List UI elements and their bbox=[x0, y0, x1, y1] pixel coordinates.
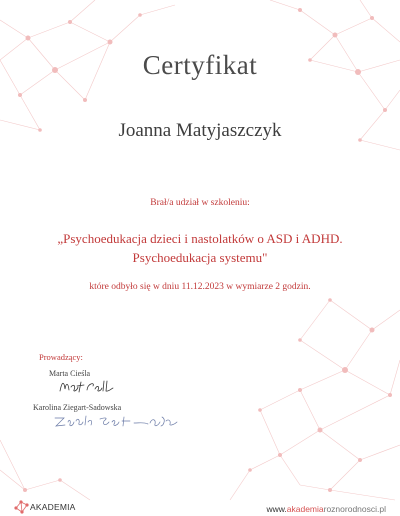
course-title bbox=[30, 229, 370, 267]
website-suffix: roznorodnosci.pl bbox=[323, 504, 386, 514]
certificate-title: Certyfikat bbox=[142, 50, 258, 80]
signature-1-image bbox=[57, 377, 117, 397]
logo-text: AKADEMIA bbox=[30, 502, 76, 512]
course-title-line-2: Psychoedukacja systemu" bbox=[132, 250, 268, 265]
signature-2-image bbox=[52, 413, 182, 431]
website-link[interactable] bbox=[266, 504, 386, 514]
participation-intro: Brał/a udział w szkoleniu: bbox=[150, 198, 250, 208]
trainer-name-2: Karolina Ziegart-Sadowska bbox=[33, 403, 122, 412]
website-prefix: www. bbox=[266, 504, 287, 514]
course-details: które odbyło się w dniu 11.12.2023 w wymiarze 2 godzin. bbox=[89, 282, 311, 292]
trainer-name-1: Marta Cieśla bbox=[49, 369, 91, 378]
course-title-line-1: „Psychoedukacja dzieci i nastolatków o ASD i ADHD. bbox=[57, 231, 343, 246]
website-highlight: akademia bbox=[286, 504, 324, 514]
recipient-name: Joanna Matyjaszczyk bbox=[118, 120, 282, 141]
trainers-label: Prowadzący: bbox=[39, 352, 83, 362]
